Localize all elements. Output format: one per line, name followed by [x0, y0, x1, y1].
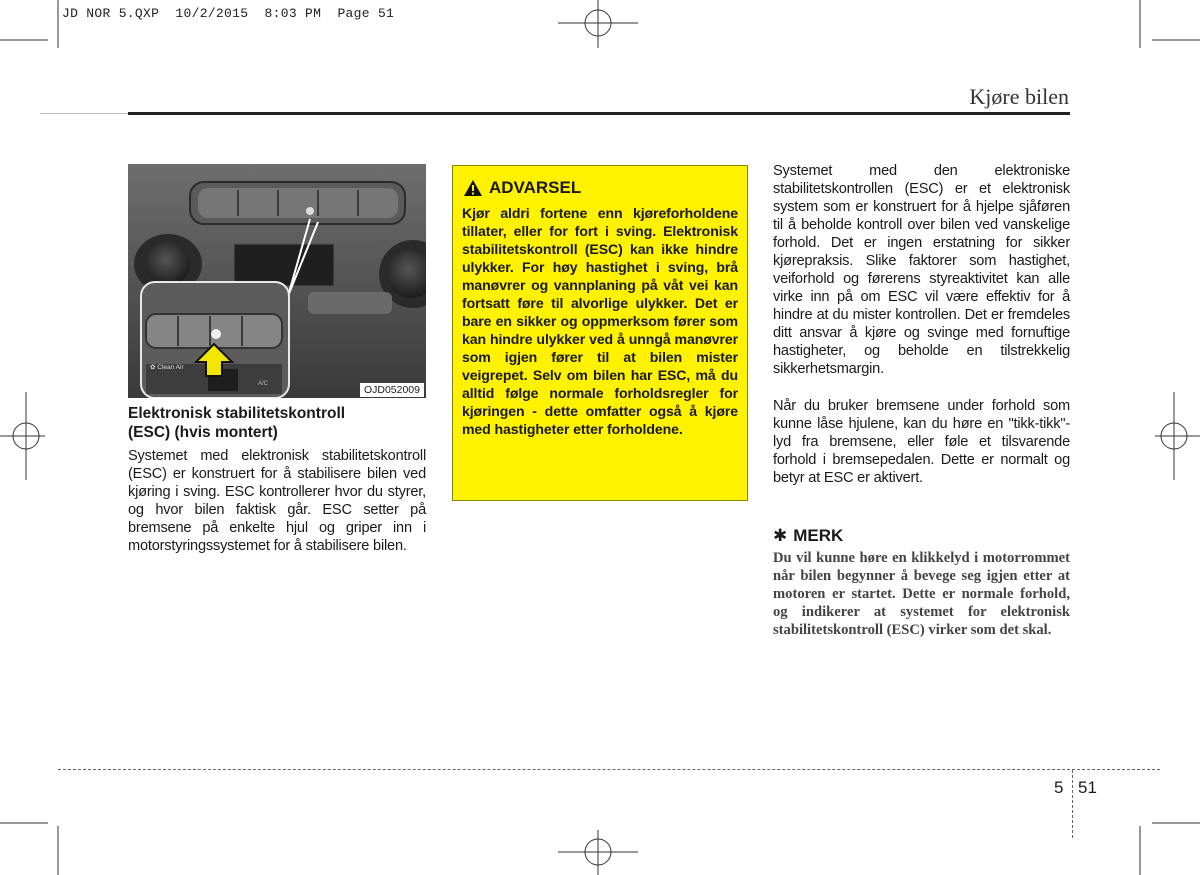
- esc-description: Systemet med den elektroniske stabilitetskontrollen (ESC) er et elektronisk system som er konstruert for å hjelpe sjåføren til å beholde kontroll over bilen ved vanskelige forhold. Det er ingen erstatning for sikker kjørepraksis. Slike faktorer som hastighet, veiforhold og førerens styreaktivitet kan alle virke inn på om ESC vil være effektiv for å hindre at du mister kontrollen. Det er fremdeles ditt ansvar å kjøre og svinge med fornuftige hastigheter, og beholde en tilstrekkelig sikkerhetsmargin.: [773, 163, 1070, 377]
- footer-rule: [58, 769, 1160, 770]
- warning-triangle-icon: [463, 179, 483, 197]
- print-slug: JD NOR 5.QXP 10/2/2015 8:03 PM Page 51: [62, 6, 395, 21]
- warning-title: ADVARSEL: [489, 178, 582, 197]
- section-heading: [128, 404, 428, 442]
- figure-code: OJD052009: [360, 383, 424, 397]
- clean-air-label: ✿ Clean Air: [150, 364, 184, 371]
- footer-divider: [1072, 770, 1073, 838]
- chapter-number: 5: [1054, 778, 1064, 797]
- dashboard-photo: [128, 164, 426, 398]
- note-star-icon: ✱: [773, 526, 788, 545]
- section-body: Systemet med elektronisk stabilitetskontroll (ESC) er konstruert for å stabilisere bilen ved kjøring i sving. ESC kontrollerer hvor du styrer, og hvor bilen faktisk går. ESC setter på bremsene på enkelte hjul og griper inn i motorstyringssystemet for å stabilisere bilen.: [128, 448, 426, 554]
- chapter-title: Kjøre bilen: [969, 84, 1069, 109]
- header-rule: [128, 112, 1070, 115]
- note-body: Du vil kunne høre en klikkelyd i motorrommet når bilen begynner å bevege seg igjen etter at motoren er startet. Dette er normale forhold, og indikerer at systemet for elektronisk stabilitetskontroll (ESC) virker som det skal.: [773, 550, 1070, 638]
- header-rule-left: [40, 113, 128, 114]
- section-heading-line1: Elektronisk stabilitetskontroll: [128, 405, 346, 422]
- warning-header: [463, 178, 581, 198]
- ac-label: A/C: [258, 381, 269, 387]
- section-heading-line2: (ESC) (hvis montert): [128, 424, 278, 441]
- page-number: 51: [1078, 778, 1097, 797]
- warning-box: [452, 165, 748, 501]
- warning-body: Kjør aldri fortene enn kjøreforholdene tillater, eller for fort i sving. Elektronisk stabilitetskontroll (ESC) kan ikke hindre ulykker. For høy hastighet i sving, brå manøvrer og vannplaning på våt vei kan fortsatt føre til alvorlige ulykker. Det er bare en sikker og oppmerksom fører som kan hindre ulykker ved å unngå manøvrer som igjen fører til at bilen mister veigrepet. Selv om bilen har ESC, må du alltid følge normale forholdsregler for kjøringen - dette omfatter også å kjøre med hastigheter etter forholdene.: [462, 205, 738, 437]
- note-header: [773, 526, 843, 546]
- dashboard-illustration: [128, 164, 426, 398]
- brake-description: Når du bruker bremsene under forhold som kunne låse hjulene, kan du høre en "tikk-tikk"-lyd fra bremsene, eller føle et tilsvarende forhold i bremsepedalen. Dette er normalt og betyr at ESC er aktivert.: [773, 398, 1070, 486]
- note-title: MERK: [793, 526, 844, 545]
